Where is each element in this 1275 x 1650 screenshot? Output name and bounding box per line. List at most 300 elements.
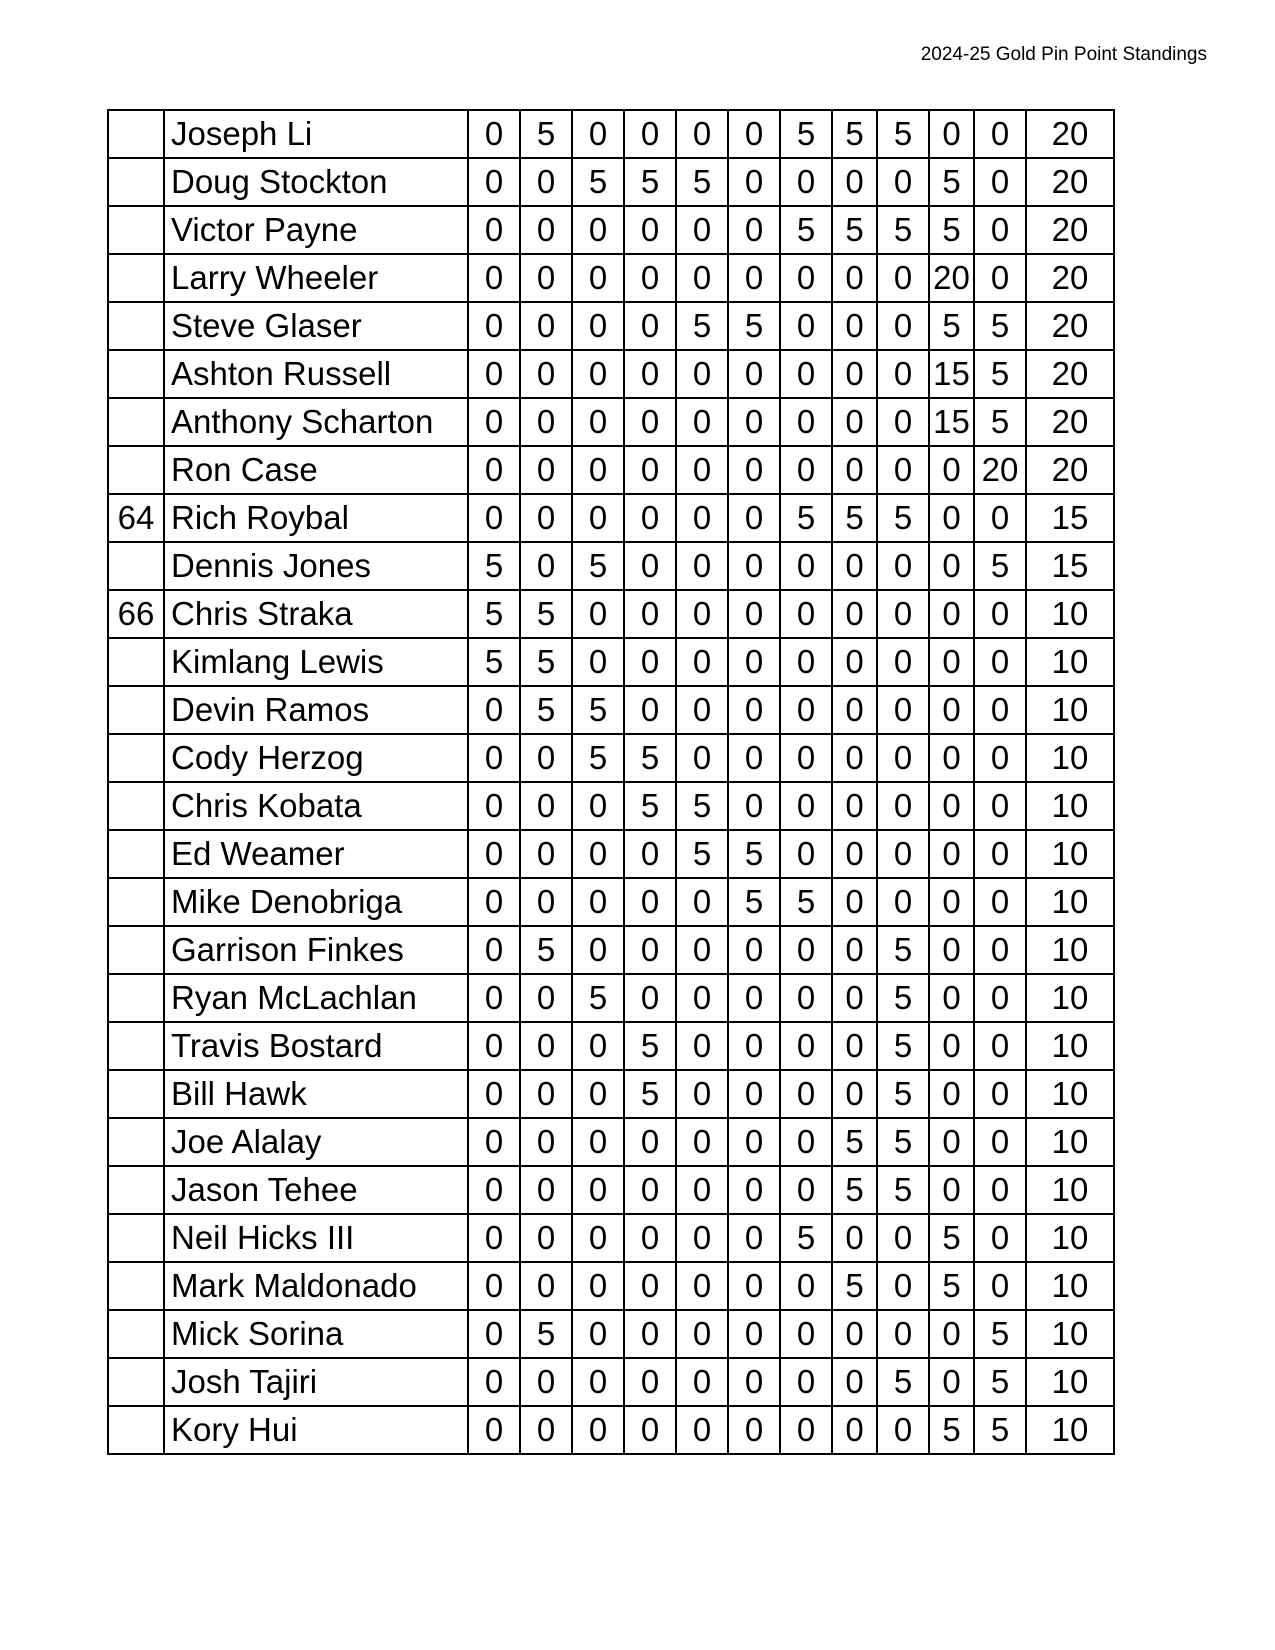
player-name-cell: Neil Hicks III [164, 1214, 468, 1262]
total-points-cell: 10 [1026, 1118, 1114, 1166]
points-cell: 5 [520, 638, 572, 686]
points-cell: 0 [780, 686, 832, 734]
points-cell: 5 [877, 110, 929, 158]
total-points-cell: 15 [1026, 542, 1114, 590]
points-cell: 5 [877, 974, 929, 1022]
points-cell: 0 [468, 1262, 520, 1310]
player-name-cell: Joseph Li [164, 110, 468, 158]
points-cell: 0 [520, 974, 572, 1022]
table-row [108, 302, 1114, 350]
points-cell: 0 [624, 110, 676, 158]
points-cell: 0 [929, 974, 974, 1022]
total-points-cell: 10 [1026, 1358, 1114, 1406]
points-cell: 0 [832, 1070, 877, 1118]
points-cell: 0 [572, 398, 624, 446]
points-cell: 0 [468, 350, 520, 398]
points-cell: 0 [974, 830, 1026, 878]
points-cell: 0 [572, 1070, 624, 1118]
points-cell: 0 [832, 878, 877, 926]
table-row [108, 878, 1114, 926]
table-row [108, 638, 1114, 686]
points-cell: 0 [520, 206, 572, 254]
points-cell: 0 [624, 1214, 676, 1262]
points-cell: 0 [468, 1406, 520, 1454]
total-points-cell: 10 [1026, 1166, 1114, 1214]
points-cell: 0 [728, 494, 780, 542]
table-row [108, 254, 1114, 302]
points-cell: 0 [832, 1358, 877, 1406]
rank-cell [108, 446, 164, 494]
points-cell: 0 [728, 1214, 780, 1262]
points-cell: 5 [929, 1406, 974, 1454]
points-cell: 0 [468, 974, 520, 1022]
points-cell: 0 [974, 734, 1026, 782]
points-cell: 0 [877, 302, 929, 350]
player-name-cell: Kory Hui [164, 1406, 468, 1454]
points-cell: 5 [624, 1022, 676, 1070]
points-cell: 0 [974, 1022, 1026, 1070]
points-cell: 0 [877, 1310, 929, 1358]
points-cell: 15 [929, 398, 974, 446]
total-points-cell: 10 [1026, 590, 1114, 638]
points-cell: 0 [877, 542, 929, 590]
points-cell: 0 [572, 590, 624, 638]
points-cell: 0 [468, 110, 520, 158]
points-cell: 0 [780, 158, 832, 206]
points-cell: 0 [468, 206, 520, 254]
player-name-cell: Garrison Finkes [164, 926, 468, 974]
points-cell: 0 [929, 1022, 974, 1070]
table-row [108, 206, 1114, 254]
points-cell: 0 [728, 1262, 780, 1310]
rank-cell [108, 734, 164, 782]
points-cell: 0 [929, 1118, 974, 1166]
points-cell: 0 [877, 782, 929, 830]
total-points-cell: 20 [1026, 110, 1114, 158]
points-cell: 0 [676, 206, 728, 254]
points-cell: 0 [676, 1406, 728, 1454]
points-cell: 0 [572, 1406, 624, 1454]
points-cell: 0 [572, 926, 624, 974]
total-points-cell: 10 [1026, 1070, 1114, 1118]
points-cell: 5 [929, 158, 974, 206]
rank-cell [108, 878, 164, 926]
points-cell: 5 [877, 494, 929, 542]
points-cell: 0 [974, 1118, 1026, 1166]
points-cell: 5 [832, 1118, 877, 1166]
points-cell: 0 [520, 1118, 572, 1166]
points-cell: 0 [520, 830, 572, 878]
points-cell: 0 [468, 686, 520, 734]
points-cell: 0 [780, 974, 832, 1022]
points-cell: 0 [572, 1166, 624, 1214]
points-cell: 0 [877, 1262, 929, 1310]
points-cell: 5 [624, 1070, 676, 1118]
points-cell: 0 [728, 1166, 780, 1214]
points-cell: 0 [676, 1166, 728, 1214]
points-cell: 0 [624, 206, 676, 254]
points-cell: 0 [572, 494, 624, 542]
points-cell: 0 [676, 1022, 728, 1070]
points-cell: 0 [624, 1118, 676, 1166]
points-cell: 0 [676, 686, 728, 734]
player-name-cell: Josh Tajiri [164, 1358, 468, 1406]
points-cell: 0 [780, 1022, 832, 1070]
points-cell: 0 [832, 158, 877, 206]
points-cell: 0 [676, 494, 728, 542]
points-cell: 5 [877, 1070, 929, 1118]
points-cell: 5 [728, 878, 780, 926]
points-cell: 5 [520, 1310, 572, 1358]
standings-table [107, 109, 1115, 1455]
table-row [108, 1118, 1114, 1166]
points-cell: 5 [572, 542, 624, 590]
points-cell: 0 [624, 974, 676, 1022]
points-cell: 5 [780, 1214, 832, 1262]
points-cell: 0 [728, 974, 780, 1022]
points-cell: 0 [520, 782, 572, 830]
points-cell: 0 [832, 350, 877, 398]
points-cell: 0 [676, 1262, 728, 1310]
rank-cell [108, 1022, 164, 1070]
points-cell: 0 [572, 206, 624, 254]
points-cell: 5 [832, 494, 877, 542]
points-cell: 0 [929, 830, 974, 878]
points-cell: 5 [572, 686, 624, 734]
points-cell: 0 [572, 878, 624, 926]
points-cell: 0 [832, 1022, 877, 1070]
points-cell: 0 [676, 1070, 728, 1118]
points-cell: 0 [520, 542, 572, 590]
points-cell: 0 [929, 1358, 974, 1406]
table-row [108, 494, 1114, 542]
points-cell: 0 [877, 254, 929, 302]
total-points-cell: 10 [1026, 782, 1114, 830]
points-cell: 0 [520, 158, 572, 206]
points-cell: 5 [974, 542, 1026, 590]
table-row [108, 830, 1114, 878]
points-cell: 0 [929, 110, 974, 158]
points-cell: 0 [877, 446, 929, 494]
total-points-cell: 20 [1026, 350, 1114, 398]
table-row [108, 1406, 1114, 1454]
points-cell: 0 [624, 1406, 676, 1454]
points-cell: 0 [520, 734, 572, 782]
total-points-cell: 10 [1026, 830, 1114, 878]
points-cell: 0 [468, 1166, 520, 1214]
points-cell: 5 [728, 302, 780, 350]
points-cell: 5 [832, 1166, 877, 1214]
points-cell: 5 [974, 350, 1026, 398]
points-cell: 0 [974, 782, 1026, 830]
points-cell: 0 [780, 1310, 832, 1358]
points-cell: 0 [468, 1118, 520, 1166]
points-cell: 5 [877, 1358, 929, 1406]
points-cell: 0 [520, 878, 572, 926]
points-cell: 0 [877, 158, 929, 206]
points-cell: 0 [624, 878, 676, 926]
points-cell: 0 [877, 734, 929, 782]
points-cell: 0 [572, 782, 624, 830]
table-row [108, 734, 1114, 782]
points-cell: 0 [728, 398, 780, 446]
points-cell: 0 [728, 1022, 780, 1070]
points-cell: 0 [468, 734, 520, 782]
points-cell: 0 [468, 1214, 520, 1262]
points-cell: 0 [624, 542, 676, 590]
table-row [108, 1358, 1114, 1406]
points-cell: 0 [468, 1310, 520, 1358]
points-cell: 5 [974, 398, 1026, 446]
player-name-cell: Anthony Scharton [164, 398, 468, 446]
player-name-cell: Rich Roybal [164, 494, 468, 542]
points-cell: 0 [929, 590, 974, 638]
points-cell: 0 [974, 254, 1026, 302]
rank-cell [108, 350, 164, 398]
points-cell: 0 [832, 974, 877, 1022]
player-name-cell: Devin Ramos [164, 686, 468, 734]
points-cell: 0 [780, 1166, 832, 1214]
points-cell: 20 [974, 446, 1026, 494]
points-cell: 15 [929, 350, 974, 398]
points-cell: 0 [780, 926, 832, 974]
points-cell: 5 [572, 974, 624, 1022]
points-cell: 0 [832, 1406, 877, 1454]
points-cell: 0 [974, 878, 1026, 926]
points-cell: 0 [520, 1358, 572, 1406]
points-cell: 5 [520, 926, 572, 974]
points-cell: 0 [728, 734, 780, 782]
points-cell: 5 [468, 590, 520, 638]
points-cell: 0 [929, 446, 974, 494]
points-cell: 0 [520, 302, 572, 350]
points-cell: 0 [572, 830, 624, 878]
points-cell: 0 [728, 782, 780, 830]
player-name-cell: Chris Kobata [164, 782, 468, 830]
points-cell: 0 [676, 1118, 728, 1166]
points-cell: 5 [676, 830, 728, 878]
table-row [108, 686, 1114, 734]
points-cell: 5 [728, 830, 780, 878]
points-cell: 0 [520, 1262, 572, 1310]
points-cell: 0 [929, 494, 974, 542]
points-cell: 0 [832, 398, 877, 446]
points-cell: 5 [780, 494, 832, 542]
points-cell: 0 [780, 446, 832, 494]
points-cell: 0 [929, 1310, 974, 1358]
player-name-cell: Steve Glaser [164, 302, 468, 350]
points-cell: 0 [780, 1406, 832, 1454]
table-row [108, 1214, 1114, 1262]
points-cell: 0 [832, 734, 877, 782]
points-cell: 5 [929, 206, 974, 254]
total-points-cell: 20 [1026, 158, 1114, 206]
points-cell: 0 [676, 254, 728, 302]
points-cell: 0 [832, 1310, 877, 1358]
points-cell: 5 [832, 1262, 877, 1310]
total-points-cell: 10 [1026, 1310, 1114, 1358]
points-cell: 0 [624, 638, 676, 686]
points-cell: 0 [780, 302, 832, 350]
points-cell: 0 [728, 350, 780, 398]
points-cell: 5 [520, 590, 572, 638]
points-cell: 0 [832, 926, 877, 974]
player-name-cell: Mick Sorina [164, 1310, 468, 1358]
points-cell: 0 [624, 590, 676, 638]
rank-cell: 64 [108, 494, 164, 542]
table-row [108, 1262, 1114, 1310]
points-cell: 0 [728, 686, 780, 734]
points-cell: 5 [877, 1118, 929, 1166]
points-cell: 0 [520, 1166, 572, 1214]
points-cell: 0 [780, 1358, 832, 1406]
total-points-cell: 10 [1026, 974, 1114, 1022]
points-cell: 0 [728, 254, 780, 302]
points-cell: 0 [468, 398, 520, 446]
points-cell: 0 [832, 1214, 877, 1262]
rank-cell [108, 830, 164, 878]
points-cell: 5 [780, 878, 832, 926]
points-cell: 0 [728, 158, 780, 206]
points-cell: 0 [468, 1022, 520, 1070]
points-cell: 0 [468, 782, 520, 830]
points-cell: 5 [974, 1406, 1026, 1454]
points-cell: 0 [832, 638, 877, 686]
points-cell: 0 [877, 590, 929, 638]
player-name-cell: Travis Bostard [164, 1022, 468, 1070]
points-cell: 0 [676, 542, 728, 590]
page-title: 2024-25 Gold Pin Point Standings [920, 44, 1207, 65]
points-cell: 0 [520, 1214, 572, 1262]
points-cell: 0 [624, 350, 676, 398]
points-cell: 0 [676, 110, 728, 158]
table-row [108, 590, 1114, 638]
points-cell: 0 [832, 542, 877, 590]
points-cell: 0 [676, 1310, 728, 1358]
points-cell: 0 [728, 1118, 780, 1166]
points-cell: 0 [974, 1166, 1026, 1214]
points-cell: 0 [780, 830, 832, 878]
points-cell: 5 [520, 686, 572, 734]
points-cell: 0 [520, 350, 572, 398]
points-cell: 20 [929, 254, 974, 302]
points-cell: 0 [728, 1310, 780, 1358]
points-cell: 0 [877, 638, 929, 686]
rank-cell [108, 638, 164, 686]
rank-cell [108, 398, 164, 446]
total-points-cell: 10 [1026, 1214, 1114, 1262]
points-cell: 5 [877, 206, 929, 254]
points-cell: 0 [468, 446, 520, 494]
points-cell: 0 [572, 1214, 624, 1262]
points-cell: 0 [468, 1358, 520, 1406]
rank-cell [108, 254, 164, 302]
points-cell: 0 [572, 350, 624, 398]
points-cell: 0 [728, 926, 780, 974]
rank-cell: 66 [108, 590, 164, 638]
points-cell: 5 [468, 542, 520, 590]
points-cell: 0 [929, 686, 974, 734]
points-cell: 5 [676, 302, 728, 350]
points-cell: 5 [832, 110, 877, 158]
table-row [108, 110, 1114, 158]
total-points-cell: 10 [1026, 878, 1114, 926]
points-cell: 0 [728, 110, 780, 158]
points-cell: 0 [520, 398, 572, 446]
points-cell: 0 [877, 1214, 929, 1262]
points-cell: 0 [929, 542, 974, 590]
points-cell: 5 [877, 926, 929, 974]
rank-cell [108, 974, 164, 1022]
points-cell: 0 [780, 1070, 832, 1118]
table-row [108, 350, 1114, 398]
total-points-cell: 20 [1026, 446, 1114, 494]
table-row [108, 158, 1114, 206]
points-cell: 0 [974, 974, 1026, 1022]
table-row [108, 926, 1114, 974]
rank-cell [108, 1070, 164, 1118]
points-cell: 0 [728, 206, 780, 254]
points-cell: 5 [780, 206, 832, 254]
points-cell: 0 [676, 590, 728, 638]
points-cell: 0 [832, 254, 877, 302]
points-cell: 0 [572, 254, 624, 302]
total-points-cell: 10 [1026, 1262, 1114, 1310]
rank-cell [108, 1310, 164, 1358]
points-cell: 0 [728, 1070, 780, 1118]
table-row [108, 398, 1114, 446]
player-name-cell: Cody Herzog [164, 734, 468, 782]
player-name-cell: Doug Stockton [164, 158, 468, 206]
total-points-cell: 20 [1026, 398, 1114, 446]
points-cell: 0 [676, 350, 728, 398]
points-cell: 0 [520, 1406, 572, 1454]
points-cell: 0 [728, 590, 780, 638]
points-cell: 0 [572, 446, 624, 494]
points-cell: 0 [624, 830, 676, 878]
rank-cell [108, 206, 164, 254]
points-cell: 0 [728, 446, 780, 494]
points-cell: 0 [728, 542, 780, 590]
total-points-cell: 20 [1026, 206, 1114, 254]
points-cell: 0 [974, 590, 1026, 638]
rank-cell [108, 158, 164, 206]
points-cell: 0 [929, 734, 974, 782]
total-points-cell: 20 [1026, 302, 1114, 350]
points-cell: 0 [877, 350, 929, 398]
points-cell: 0 [877, 686, 929, 734]
table-row [108, 1310, 1114, 1358]
points-cell: 5 [624, 158, 676, 206]
points-cell: 0 [877, 878, 929, 926]
player-name-cell: Dennis Jones [164, 542, 468, 590]
rank-cell [108, 542, 164, 590]
points-cell: 5 [572, 734, 624, 782]
points-cell: 0 [676, 926, 728, 974]
points-cell: 0 [572, 110, 624, 158]
total-points-cell: 10 [1026, 734, 1114, 782]
total-points-cell: 10 [1026, 638, 1114, 686]
rank-cell [108, 302, 164, 350]
points-cell: 0 [520, 1022, 572, 1070]
points-cell: 0 [974, 206, 1026, 254]
points-cell: 0 [520, 446, 572, 494]
standings-body [108, 110, 1114, 1454]
rank-cell [108, 686, 164, 734]
points-cell: 0 [974, 158, 1026, 206]
table-row [108, 1070, 1114, 1118]
points-cell: 5 [572, 158, 624, 206]
